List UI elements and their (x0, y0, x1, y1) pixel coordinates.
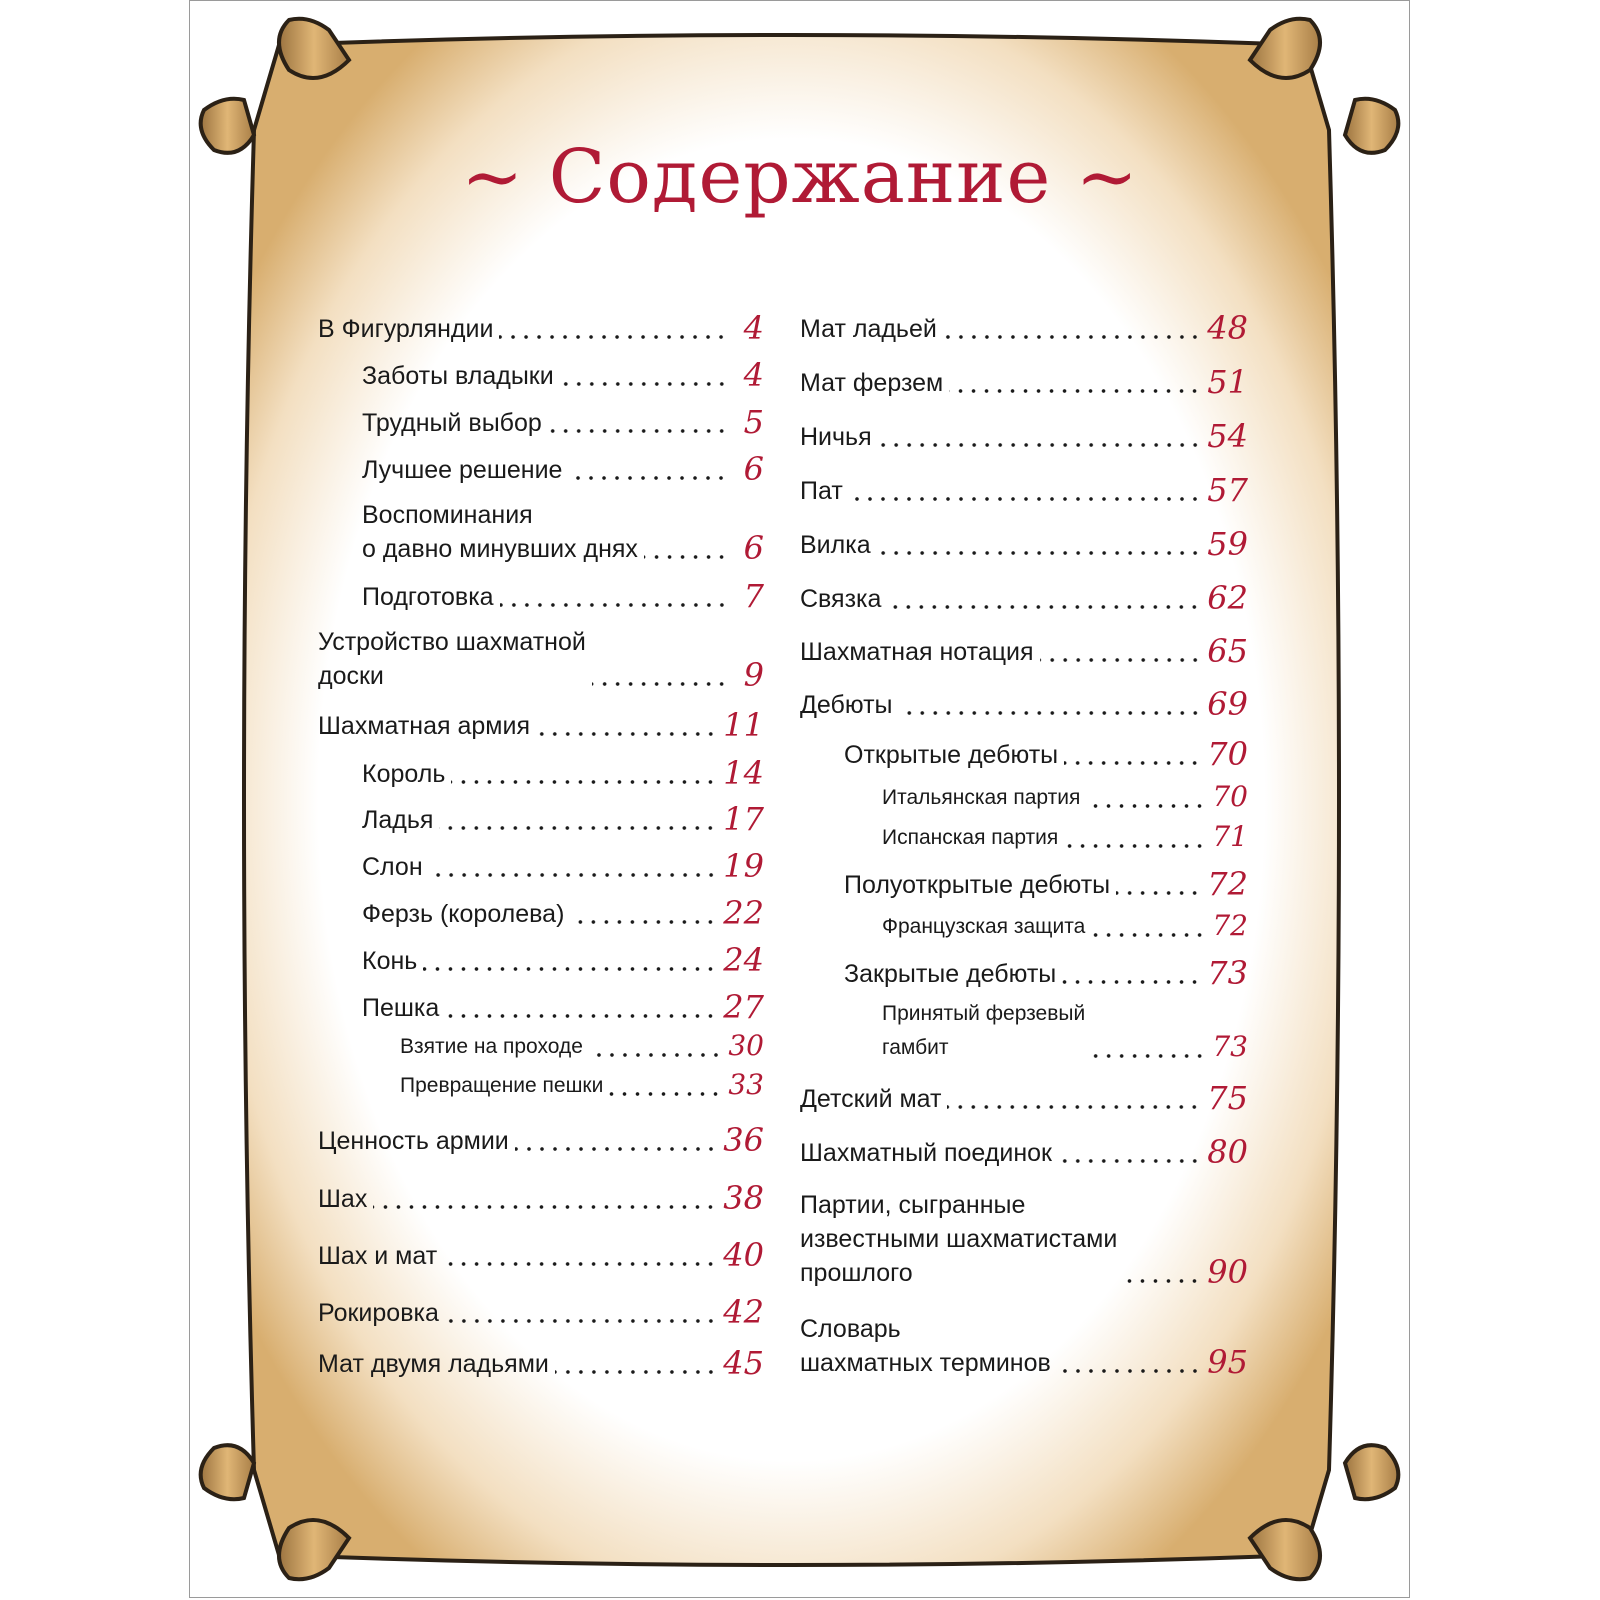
toc-entry-title: Вилка (800, 531, 871, 559)
dot-leader (451, 779, 717, 785)
toc-entry (318, 404, 764, 440)
toc-entry-page-number: 7 (743, 577, 764, 615)
toc-entry (800, 908, 1248, 944)
toc-entry (800, 1134, 1248, 1170)
toc-entry-page-number: 14 (723, 754, 764, 792)
dot-leader (887, 604, 1201, 610)
toc-entry-title: Итальянская партия (882, 786, 1081, 809)
toc-entry (318, 801, 764, 837)
toc-entry-title: Слон (362, 853, 423, 881)
toc-entry-page-number: 42 (723, 1293, 764, 1331)
toc-entry-title: Мат ладьей (800, 315, 937, 343)
toc-entry (800, 580, 1248, 616)
toc-entry-title: Детский мат (800, 1085, 942, 1113)
toc-entry-title: Шах (318, 1185, 368, 1213)
toc-entry (318, 498, 764, 566)
toc-entry (318, 1180, 764, 1216)
toc-entry-title: Превращение пешки (400, 1074, 604, 1097)
dot-leader (548, 428, 728, 434)
toc-entry (318, 1028, 764, 1064)
page-title: ~ Содержание ~ (461, 134, 1139, 220)
toc-entry-title: Устройство шахматной доски (318, 628, 586, 690)
toc-entry-page-number: 33 (728, 1068, 764, 1101)
toc-entry-page-number: 24 (723, 941, 764, 979)
dot-leader (536, 731, 717, 737)
dot-leader (1123, 1278, 1201, 1284)
toc-entry-title: Воспоминания о давно минувших днях (362, 501, 638, 563)
dot-leader (1062, 979, 1201, 985)
toc-entry (800, 1080, 1248, 1116)
toc-entry-title: Лучшее решение (362, 456, 563, 484)
toc-entry-page-number: 6 (743, 529, 764, 567)
toc-entry-page-number: 6 (743, 450, 764, 488)
toc-entry (318, 942, 764, 978)
dot-leader (1040, 657, 1202, 663)
toc-entry-title: В Фигурляндии (318, 315, 494, 343)
toc-entry-page-number: 54 (1207, 417, 1248, 455)
toc-entry-page-number: 40 (723, 1236, 764, 1274)
toc-entry (800, 819, 1248, 855)
toc-entry-page-number: 48 (1207, 309, 1248, 347)
toc-entry (800, 736, 1248, 772)
toc-entry-page-number: 70 (1207, 735, 1248, 773)
toc-entry-title: Ладья (362, 806, 434, 834)
toc-entry-title: Открытые дебюты (844, 741, 1059, 769)
dot-leader (429, 872, 718, 878)
toc-entry-page-number: 45 (723, 1344, 764, 1382)
dot-leader (878, 442, 1202, 448)
dot-leader (1064, 760, 1201, 766)
dot-leader (568, 475, 728, 481)
dot-leader (609, 1091, 722, 1097)
toc-entry-page-number: 4 (743, 356, 764, 394)
toc-entry (318, 707, 764, 743)
toc-entry-page-number: 19 (723, 847, 764, 885)
toc-entry (800, 1312, 1248, 1380)
dot-leader (499, 334, 728, 340)
toc-entry-title: Ферзь (королева) (362, 900, 565, 928)
toc-entry-title: Полуоткрытые дебюты (844, 871, 1111, 899)
dot-leader (373, 1204, 717, 1210)
toc-entry-title: Испанская партия (882, 826, 1059, 849)
toc-entry (318, 1122, 764, 1158)
toc-entry-page-number: 22 (723, 894, 764, 932)
toc-entry-page-number: 62 (1207, 579, 1248, 617)
toc-entry (800, 472, 1248, 508)
dot-leader (1064, 843, 1206, 849)
toc-entry-page-number: 70 (1212, 780, 1248, 813)
toc-entry (800, 779, 1248, 815)
toc-entry (800, 686, 1248, 722)
toc-entry-page-number: 65 (1207, 632, 1248, 670)
toc-entry (318, 578, 764, 614)
toc-entry (318, 1067, 764, 1103)
toc-entry (318, 1237, 764, 1273)
toc-entry-title: Шахматная нотация (800, 638, 1034, 666)
toc-entry-title: Дебюты (800, 691, 893, 719)
dot-leader (1058, 1158, 1201, 1164)
dot-leader (500, 602, 728, 608)
toc-entry-page-number: 36 (723, 1121, 764, 1159)
toc-entry-title: Шахматный поединок (800, 1139, 1052, 1167)
toc-entry-title: Рокировка (318, 1299, 439, 1327)
toc-entry (318, 989, 764, 1025)
dot-leader (947, 1104, 1201, 1110)
toc-entry-page-number: 9 (743, 656, 764, 694)
dot-leader (443, 1261, 717, 1267)
toc-entry (318, 310, 764, 346)
dot-leader (445, 1318, 717, 1324)
toc-entry-page-number: 4 (743, 309, 764, 347)
toc-entry-page-number: 73 (1212, 1030, 1248, 1063)
toc-entry-title: Партии, сыгранные известными шахматистами прошлого (800, 1191, 1118, 1287)
toc-entry-page-number: 73 (1207, 954, 1248, 992)
toc-entry-title: Мат двумя ладьями (318, 1350, 549, 1378)
dot-leader (1091, 932, 1206, 938)
toc-entry (318, 895, 764, 931)
toc-entry-page-number: 11 (723, 706, 764, 744)
toc-entry-page-number: 57 (1207, 471, 1248, 509)
dot-leader (570, 919, 717, 925)
dot-leader (1057, 1368, 1201, 1374)
dot-leader (899, 710, 1202, 716)
toc-entry-page-number: 80 (1207, 1133, 1248, 1171)
toc-entry-title: Пешка (362, 994, 440, 1022)
toc-entry (318, 1294, 764, 1330)
toc-entry (318, 451, 764, 487)
dot-leader (592, 681, 728, 687)
toc-entry-page-number: 17 (723, 800, 764, 838)
toc-entry-page-number: 90 (1207, 1253, 1248, 1291)
toc-entry-title: Связка (800, 585, 882, 613)
toc-entry (318, 755, 764, 791)
toc-entry-page-number: 38 (723, 1179, 764, 1217)
toc-entry-page-number: 72 (1212, 909, 1248, 942)
dot-leader (949, 388, 1201, 394)
dot-leader (1091, 1053, 1206, 1059)
dot-leader (877, 550, 1202, 556)
dot-leader (555, 1369, 717, 1375)
toc-entry (800, 633, 1248, 669)
toc-entry (800, 997, 1248, 1065)
toc-entry (800, 955, 1248, 991)
dot-leader (849, 496, 1202, 502)
toc-entry (318, 1345, 764, 1381)
toc-entry (800, 866, 1248, 902)
toc-entry-page-number: 95 (1207, 1343, 1248, 1381)
dot-leader (943, 334, 1201, 340)
dot-leader (1116, 890, 1201, 896)
dot-leader (644, 554, 728, 560)
toc-entry-page-number: 27 (723, 988, 764, 1026)
toc-entry-title: Принятый ферзевый гамбит (882, 1002, 1086, 1059)
toc-entry-title: Конь (362, 947, 418, 975)
toc-entry-page-number: 30 (728, 1029, 764, 1062)
toc-entry-page-number: 69 (1207, 685, 1248, 723)
toc-entry-title: Шахматная армия (318, 712, 530, 740)
toc-entry-title: Заботы владыки (362, 362, 554, 390)
toc-entry-page-number: 5 (743, 403, 764, 441)
toc-entry-title: Трудный выбор (362, 409, 542, 437)
dot-leader (560, 381, 728, 387)
toc-entry-title: Подготовка (362, 583, 494, 611)
toc-entry (800, 526, 1248, 562)
toc-entry-page-number: 71 (1212, 820, 1248, 853)
dot-leader (1086, 803, 1206, 809)
toc-entry-title: Пат (800, 477, 843, 505)
dot-leader (439, 825, 717, 831)
toc-entry-title: Французская защита (882, 915, 1086, 938)
toc-entry-title: Закрытые дебюты (844, 960, 1057, 988)
toc-entry-page-number: 59 (1207, 525, 1248, 563)
toc-entry (800, 418, 1248, 454)
toc-entry-title: Мат ферзем (800, 369, 944, 397)
toc-entry (318, 848, 764, 884)
toc-entry (318, 625, 764, 693)
toc-entry-title: Ничья (800, 423, 872, 451)
toc-entry (318, 357, 764, 393)
toc-entry (800, 310, 1248, 346)
toc-entry (800, 1188, 1248, 1290)
toc-entry (800, 364, 1248, 400)
dot-leader (589, 1052, 722, 1058)
dot-leader (515, 1146, 718, 1152)
toc-entry-page-number: 72 (1207, 865, 1248, 903)
toc-entry-title: Ценность армии (318, 1127, 509, 1155)
toc-entry-title: Шах и мат (318, 1242, 438, 1270)
dot-leader (445, 1013, 717, 1019)
toc-entry-page-number: 75 (1207, 1079, 1248, 1117)
toc-entry-title: Король (362, 760, 446, 788)
toc-entry-page-number: 51 (1207, 363, 1248, 401)
toc-entry-title: Словарь шахматных терминов (800, 1315, 1051, 1377)
toc-entry-title: Взятие на проходе (400, 1035, 583, 1058)
dot-leader (423, 966, 717, 972)
